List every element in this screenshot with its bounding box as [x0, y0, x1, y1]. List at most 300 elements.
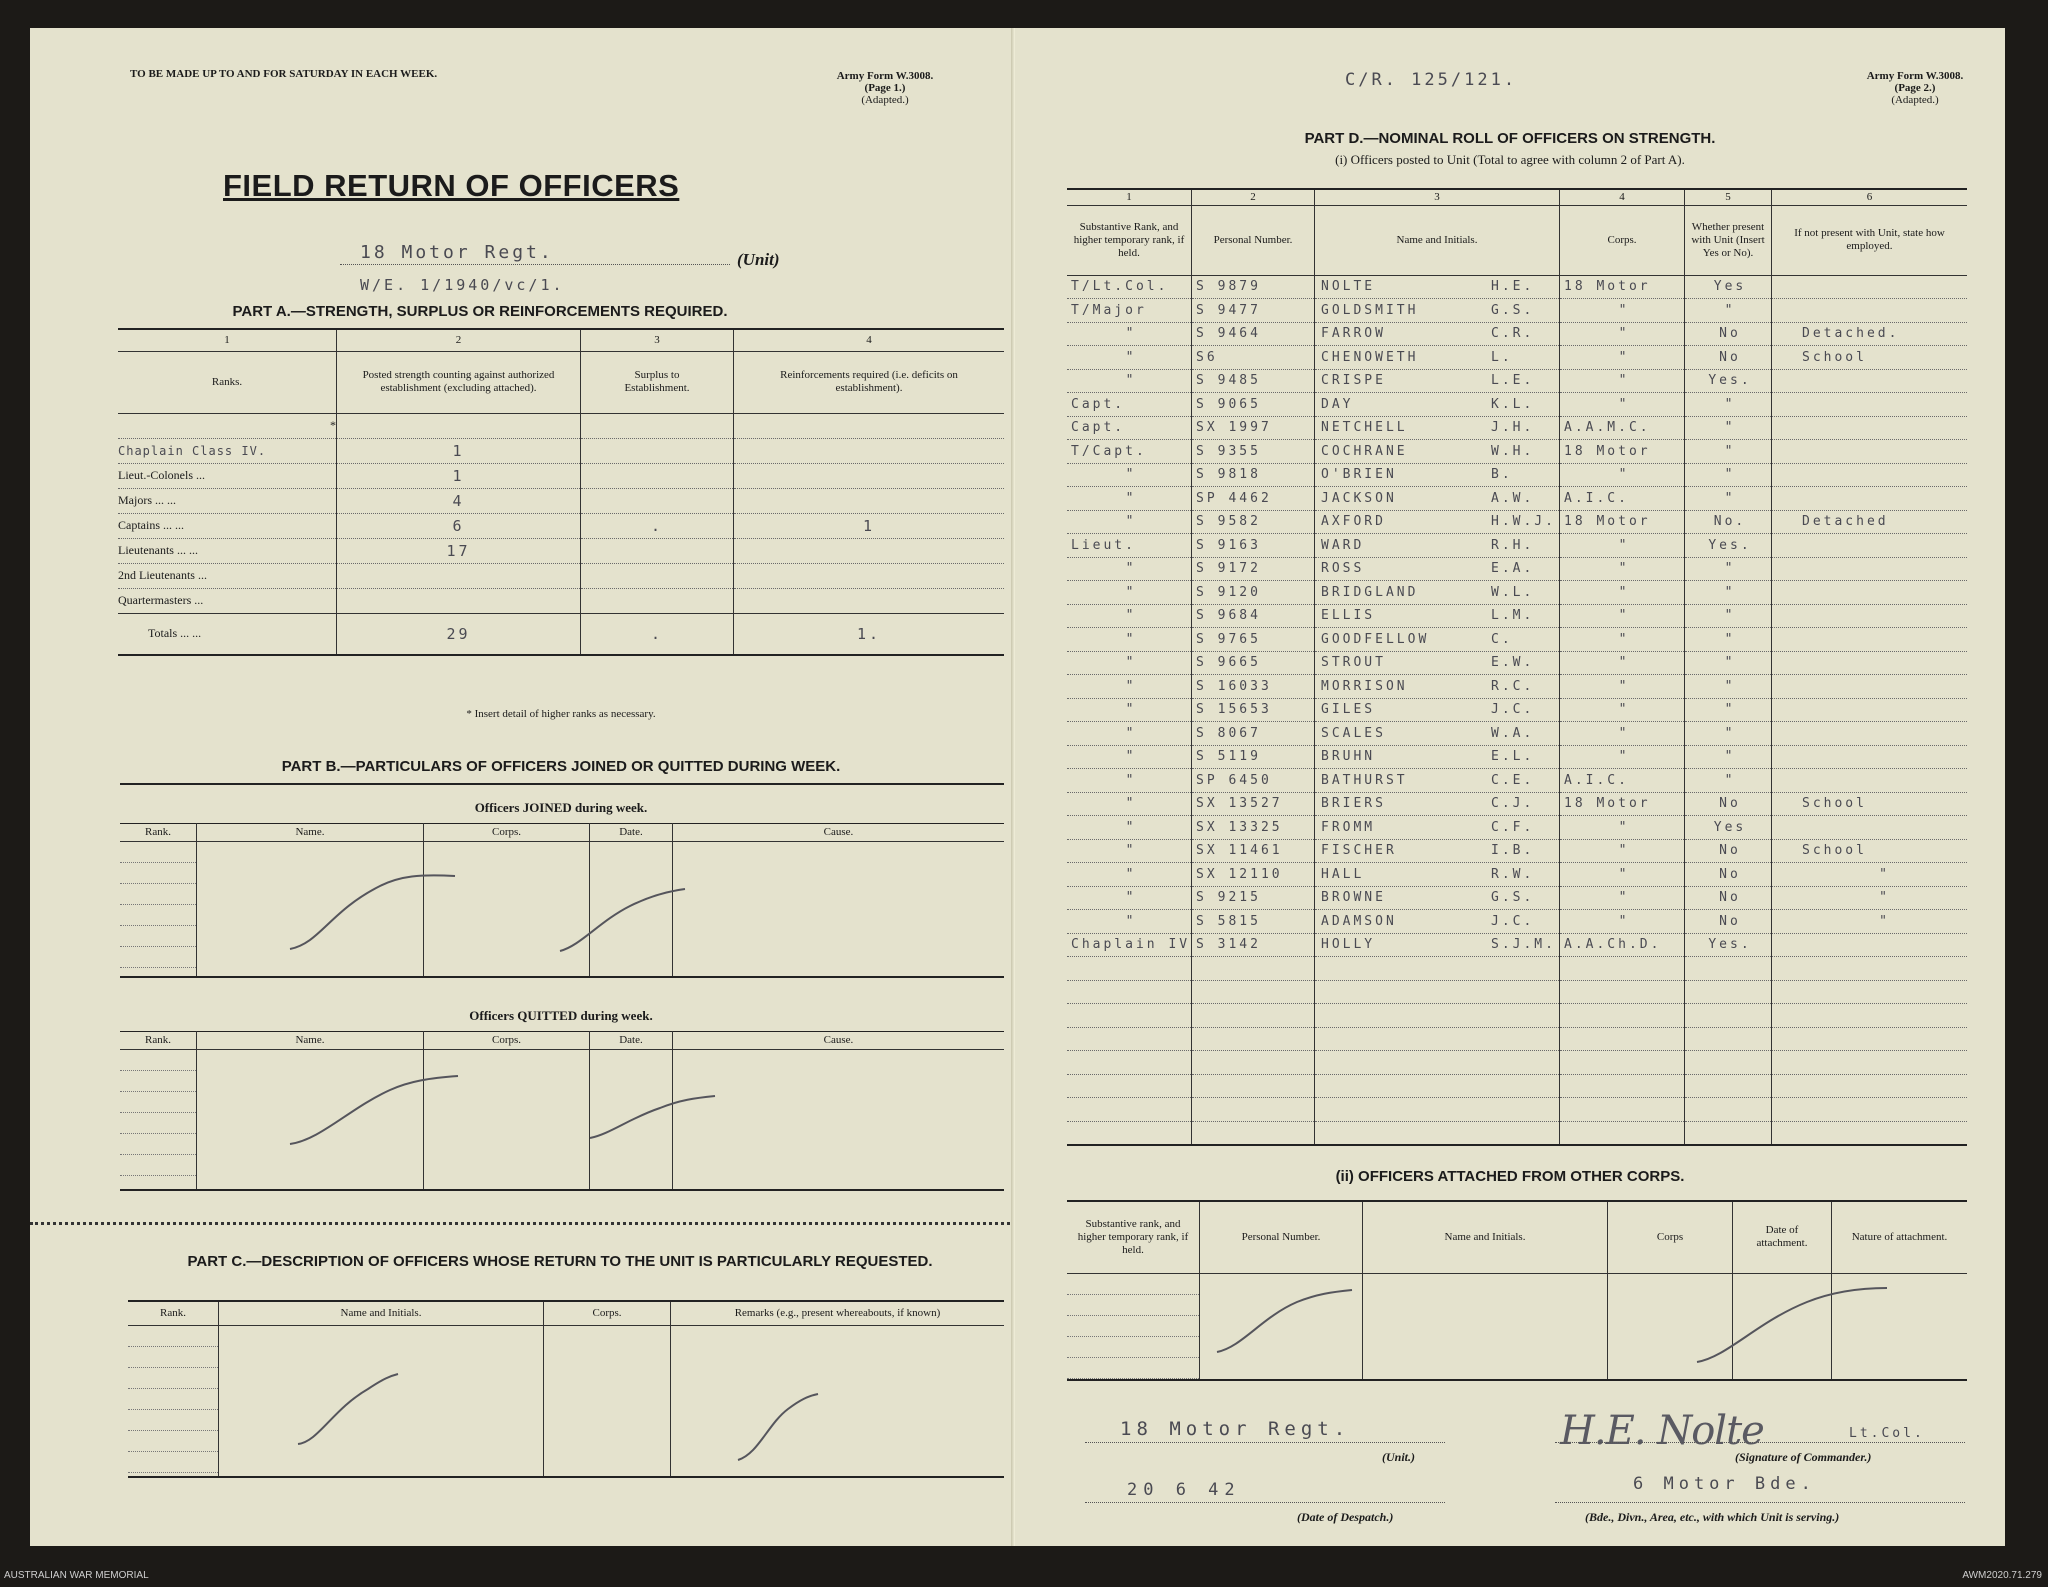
officer-surname: HOLLY — [1321, 937, 1376, 953]
corps-cell: " — [1560, 581, 1685, 605]
rank-cell: " — [1067, 722, 1192, 746]
roll-row — [1067, 910, 1967, 934]
reinforcements-cell — [734, 438, 1005, 463]
reinforcements-cell — [734, 488, 1005, 513]
signature-rank: Lt.Col. — [1849, 1426, 1925, 1441]
rank-cell: 2nd Lieutenants ... — [118, 563, 337, 588]
rank-cell: Lieut. — [1067, 534, 1192, 558]
employment-cell — [1772, 1074, 1968, 1098]
header-corps: Corps. — [424, 824, 590, 842]
roll-row — [1067, 839, 1967, 863]
name-cell — [1315, 769, 1560, 793]
personal-number-cell: S 9464 — [1192, 322, 1315, 346]
col-number: 4 — [1560, 189, 1685, 205]
present-cell: " — [1685, 557, 1772, 581]
blank-strike-mark — [120, 1048, 1004, 1188]
corps-cell: " — [1560, 557, 1685, 581]
posted-cell: 4 — [337, 488, 581, 513]
officer-surname: CHENOWETH — [1321, 349, 1419, 365]
officer-surname: BROWNE — [1321, 890, 1386, 906]
strength-row — [118, 563, 1004, 588]
present-cell — [1685, 1004, 1772, 1028]
name-cell — [1315, 816, 1560, 840]
officer-surname: CRISPE — [1321, 373, 1386, 389]
name-cell — [1315, 1004, 1560, 1028]
personal-number-cell: S6 — [1192, 346, 1315, 370]
rank-cell: " — [1067, 816, 1192, 840]
corps-cell — [1560, 1051, 1685, 1075]
name-cell — [1315, 698, 1560, 722]
name-cell — [1315, 1121, 1560, 1145]
employment-cell — [1772, 299, 1968, 323]
totals-surplus: . — [581, 613, 734, 655]
officer-initials: K.L. — [1491, 396, 1535, 412]
officer-initials: W.A. — [1491, 725, 1535, 741]
surplus-cell — [581, 563, 734, 588]
officer-initials: C.R. — [1491, 326, 1535, 342]
officer-surname: ADAMSON — [1321, 913, 1397, 929]
header-cause: Cause. — [823, 826, 854, 838]
surplus-cell — [581, 413, 734, 438]
army-form-label — [1845, 70, 1985, 106]
rank-cell: Capt. — [1067, 416, 1192, 440]
officer-initials: B. — [1491, 467, 1513, 483]
roll-row — [1067, 957, 1967, 981]
signature-label: (Signature of Commander.) — [1735, 1450, 1872, 1464]
totals-reinforcements: 1. — [856, 624, 882, 643]
rank-cell: " — [1067, 886, 1192, 910]
name-cell — [1315, 557, 1560, 581]
col-number: 3 — [581, 329, 734, 351]
rank-cell: " — [1067, 628, 1192, 652]
present-cell: No — [1685, 886, 1772, 910]
employment-cell — [1772, 1027, 1968, 1051]
employment-cell: School — [1772, 792, 1968, 816]
roll-row — [1067, 1027, 1967, 1051]
name-cell — [1315, 299, 1560, 323]
header-corps: Corps. — [424, 1032, 590, 1050]
officer-surname: GOLDSMITH — [1321, 302, 1419, 318]
officer-initials: R.H. — [1491, 537, 1535, 553]
strength-row — [118, 538, 1004, 563]
header-name-initials: Name and Initials. — [1363, 1201, 1608, 1273]
roll-row — [1067, 1074, 1967, 1098]
rank-cell: Lieutenants ... ... — [118, 538, 337, 563]
rank-cell — [1067, 1098, 1192, 1122]
rank-cell: " — [1067, 322, 1192, 346]
name-cell — [1315, 1051, 1560, 1075]
posted-cell — [337, 588, 581, 613]
present-cell: " — [1685, 698, 1772, 722]
personal-number-cell: S 9879 — [1192, 275, 1315, 299]
header-present: Whether present with Unit (Insert Yes or No). — [1685, 205, 1772, 275]
name-cell — [1315, 346, 1560, 370]
employment-cell — [1772, 957, 1968, 981]
formation-label: (Bde., Divn., Area, etc., with which Unit is serving.) — [1585, 1510, 1840, 1524]
roll-row — [1067, 416, 1967, 440]
employment-cell: Detached. — [1772, 322, 1968, 346]
present-cell: No — [1685, 792, 1772, 816]
roll-row — [1067, 886, 1967, 910]
posted-cell: 17 — [337, 538, 581, 563]
personal-number-cell: S 9818 — [1192, 463, 1315, 487]
header-name-initials: Name and Initials. — [219, 1301, 544, 1325]
rank-cell: " — [1067, 581, 1192, 605]
officer-initials: J.H. — [1491, 420, 1535, 436]
present-cell: " — [1685, 675, 1772, 699]
name-cell — [1315, 1074, 1560, 1098]
officer-surname: AXFORD — [1321, 514, 1386, 530]
header-corps: Corps. — [544, 1301, 671, 1325]
rank-cell: " — [1067, 463, 1192, 487]
perforation-line — [30, 1222, 1015, 1225]
personal-number-cell: S 9065 — [1192, 393, 1315, 417]
corps-cell: " — [1560, 463, 1685, 487]
rank-cell: " — [1067, 651, 1192, 675]
reinforcements-cell — [734, 413, 1005, 438]
employment-cell — [1772, 393, 1968, 417]
present-cell: No — [1685, 839, 1772, 863]
header-nature-attachment: Nature of attachment. — [1851, 1230, 1948, 1243]
present-cell: " — [1685, 487, 1772, 511]
rank-cell: Chaplain IV — [1067, 933, 1192, 957]
personal-number-cell: S 9582 — [1192, 510, 1315, 534]
present-cell: No — [1685, 910, 1772, 934]
col-number: 2 — [1192, 189, 1315, 205]
personal-number-cell: S 5815 — [1192, 910, 1315, 934]
officer-initials: E.W. — [1491, 655, 1535, 671]
signature-line — [1555, 1442, 1965, 1443]
header-rank: Rank. — [120, 824, 197, 842]
corps-cell: " — [1560, 698, 1685, 722]
header-posted-strength: Posted strength counting against authorized establishment (excluding attached). — [337, 351, 581, 413]
officer-surname: ELLIS — [1321, 608, 1376, 624]
corps-cell: " — [1560, 745, 1685, 769]
name-cell — [1315, 839, 1560, 863]
officer-surname: NETCHELL — [1321, 420, 1408, 436]
personal-number-cell: S 3142 — [1192, 933, 1315, 957]
corps-cell: " — [1560, 346, 1685, 370]
name-cell — [1315, 863, 1560, 887]
rank-cell: " — [1067, 487, 1192, 511]
corps-cell — [1560, 1098, 1685, 1122]
roll-row — [1067, 651, 1967, 675]
present-cell: " — [1685, 581, 1772, 605]
personal-number-cell: SP 6450 — [1192, 769, 1315, 793]
personal-number-cell: S 15653 — [1192, 698, 1315, 722]
roll-row — [1067, 745, 1967, 769]
present-cell: No — [1685, 322, 1772, 346]
officer-initials: J.C. — [1491, 702, 1535, 718]
name-cell — [1315, 745, 1560, 769]
employment-cell: School — [1772, 346, 1968, 370]
corps-cell: 18 Motor — [1560, 510, 1685, 534]
attached-title: (ii) OFFICERS ATTACHED FROM OTHER CORPS. — [1335, 1168, 1685, 1185]
name-cell — [1315, 651, 1560, 675]
despatch-date: 20 6 42 — [1127, 1480, 1241, 1500]
personal-number-cell: S 16033 — [1192, 675, 1315, 699]
header-name-initials: Name and Initials. — [1315, 205, 1560, 275]
rank-cell: " — [1067, 698, 1192, 722]
army-form-label — [820, 70, 950, 106]
posted-cell — [337, 413, 581, 438]
personal-number-cell: S 9163 — [1192, 534, 1315, 558]
personal-number-cell: S 9172 — [1192, 557, 1315, 581]
header-rank: Rank. — [120, 1032, 197, 1050]
employment-cell — [1772, 980, 1968, 1004]
officer-initials: H.W.J. — [1491, 514, 1556, 530]
roll-row — [1067, 1004, 1967, 1028]
name-cell — [1315, 886, 1560, 910]
page-title: FIELD RETURN OF OFFICERS — [223, 168, 680, 203]
rank-cell: " — [1067, 369, 1192, 393]
reinforcements-cell — [734, 463, 1005, 488]
header-name: Name. — [197, 824, 424, 842]
officer-surname: MORRISON — [1321, 678, 1408, 694]
roll-row — [1067, 463, 1967, 487]
personal-number-cell: S 9665 — [1192, 651, 1315, 675]
corps-cell — [1560, 1027, 1685, 1051]
rank-cell — [1067, 1121, 1192, 1145]
personal-number-cell: SP 4462 — [1192, 487, 1315, 511]
header-cause: Cause. — [823, 1034, 854, 1046]
personal-number-cell: SX 13527 — [1192, 792, 1315, 816]
week-ending: W/E. 1/1940/vc/1. — [360, 276, 565, 294]
officer-initials: E.A. — [1491, 561, 1535, 577]
army-form-number: Army Form W.3008. — [1866, 70, 1964, 82]
rank-cell: " — [1067, 675, 1192, 699]
present-cell — [1685, 980, 1772, 1004]
commander-signature: H.E. Nolte — [1560, 1408, 1764, 1454]
present-cell: No. — [1685, 510, 1772, 534]
unit-label: (Unit) — [737, 250, 780, 269]
personal-number-cell — [1192, 1004, 1315, 1028]
rank-cell: " — [1067, 604, 1192, 628]
officer-surname: STROUT — [1321, 655, 1386, 671]
reinforcements-cell — [734, 538, 1005, 563]
officer-initials: L. — [1491, 349, 1513, 365]
rank-cell: T/Capt. — [1067, 440, 1192, 464]
header-corps: Corps — [1608, 1201, 1733, 1273]
employment-cell — [1772, 416, 1968, 440]
officer-initials: W.H. — [1491, 443, 1535, 459]
rank-cell: " — [1067, 839, 1192, 863]
rank-cell: " — [1067, 769, 1192, 793]
corps-cell: A.I.C. — [1560, 487, 1685, 511]
officer-surname: BATHURST — [1321, 772, 1408, 788]
strength-row — [118, 438, 1004, 463]
roll-row — [1067, 1051, 1967, 1075]
name-cell — [1315, 534, 1560, 558]
officer-initials: C.F. — [1491, 819, 1535, 835]
officer-initials: S.J.M. — [1491, 937, 1556, 953]
personal-number-cell: S 9485 — [1192, 369, 1315, 393]
corps-cell — [1560, 1004, 1685, 1028]
name-cell — [1315, 722, 1560, 746]
left-page — [30, 28, 1015, 1546]
officer-initials: G.S. — [1491, 302, 1535, 318]
totals-posted: 29 — [337, 613, 581, 655]
officer-initials: E.L. — [1491, 749, 1535, 765]
corps-cell: " — [1560, 393, 1685, 417]
col-number: 1 — [1067, 189, 1192, 205]
header-date: Date. — [590, 1032, 673, 1050]
officer-surname: GOODFELLOW — [1321, 631, 1430, 647]
officer-surname: GILES — [1321, 702, 1376, 718]
roll-row — [1067, 698, 1967, 722]
blank-strike-mark — [128, 1324, 1004, 1474]
rank-cell: " — [1067, 557, 1192, 581]
corps-cell: " — [1560, 839, 1685, 863]
blank-strike-mark — [120, 841, 1004, 981]
corps-cell: A.A.Ch.D. — [1560, 933, 1685, 957]
roll-row — [1067, 510, 1967, 534]
corps-cell: " — [1560, 675, 1685, 699]
corps-cell: " — [1560, 628, 1685, 652]
header-surplus: Surplus to Establishment. — [581, 351, 734, 413]
personal-number-cell: SX 13325 — [1192, 816, 1315, 840]
strength-row — [118, 588, 1004, 613]
surplus-cell — [581, 488, 734, 513]
corps-cell — [1560, 1074, 1685, 1098]
rank-cell: " — [1067, 745, 1192, 769]
rank-cell — [1067, 1004, 1192, 1028]
corps-cell: " — [1560, 534, 1685, 558]
adapted-note: (Adapted.) — [861, 94, 909, 106]
rank-cell: T/Lt.Col. — [1067, 275, 1192, 299]
page-number: (Page 1.) — [864, 82, 906, 94]
employment-cell — [1772, 487, 1968, 511]
rank-cell: " — [1067, 510, 1192, 534]
roll-row — [1067, 792, 1967, 816]
corps-cell — [1560, 957, 1685, 981]
header-corps: Corps. — [1560, 205, 1685, 275]
part-b-title: PART B.—PARTICULARS OF OFFICERS JOINED OR QUITTED DURING WEEK. — [281, 758, 841, 775]
officer-surname: SCALES — [1321, 725, 1386, 741]
rank-cell: " — [1067, 910, 1192, 934]
employment-cell: " — [1772, 910, 1968, 934]
formation-line — [1555, 1502, 1965, 1503]
officer-surname: NOLTE — [1321, 279, 1376, 295]
name-cell — [1315, 440, 1560, 464]
roll-row — [1067, 299, 1967, 323]
rank-cell: " — [1067, 346, 1192, 370]
unit-value: 18 Motor Regt. — [1120, 1418, 1351, 1440]
officer-initials: R.C. — [1491, 678, 1535, 694]
personal-number-cell: S 9477 — [1192, 299, 1315, 323]
officer-surname: JACKSON — [1321, 490, 1397, 506]
name-cell — [1315, 393, 1560, 417]
officer-surname: BRIERS — [1321, 796, 1386, 812]
officer-initials: C. — [1491, 631, 1513, 647]
officer-initials: L.E. — [1491, 373, 1535, 389]
rank-cell: T/Major — [1067, 299, 1192, 323]
surplus-cell — [581, 588, 734, 613]
corps-cell: " — [1560, 816, 1685, 840]
col-number: 3 — [1315, 189, 1560, 205]
posted-cell: 1 — [337, 438, 581, 463]
despatch-label: (Date of Despatch.) — [1297, 1510, 1394, 1524]
name-cell — [1315, 910, 1560, 934]
present-cell: Yes. — [1685, 933, 1772, 957]
present-cell: " — [1685, 440, 1772, 464]
personal-number-cell: S 9215 — [1192, 886, 1315, 910]
roll-row — [1067, 581, 1967, 605]
employment-cell — [1772, 675, 1968, 699]
roll-row — [1067, 628, 1967, 652]
corps-cell: " — [1560, 886, 1685, 910]
unit-label: (Unit.) — [1382, 1450, 1415, 1464]
rank-cell — [1067, 1027, 1192, 1051]
roll-row — [1067, 322, 1967, 346]
employment-cell — [1772, 463, 1968, 487]
employment-cell: " — [1772, 886, 1968, 910]
rank-cell: Chaplain Class IV. — [118, 438, 337, 463]
corps-cell: A.A.M.C. — [1560, 416, 1685, 440]
employment-cell: Detached — [1772, 510, 1968, 534]
personal-number-cell — [1192, 1027, 1315, 1051]
totals-label: Totals ... ... — [118, 613, 337, 655]
strength-row — [118, 488, 1004, 513]
personal-number-cell: S 9355 — [1192, 440, 1315, 464]
roll-row — [1067, 1121, 1967, 1145]
roll-row — [1067, 393, 1967, 417]
rank-cell — [1067, 1074, 1192, 1098]
present-cell: " — [1685, 463, 1772, 487]
employment-cell — [1772, 534, 1968, 558]
present-cell: " — [1685, 745, 1772, 769]
name-cell — [1315, 416, 1560, 440]
personal-number-cell — [1192, 1121, 1315, 1145]
roll-row — [1067, 980, 1967, 1004]
personal-number-cell: SX 1997 — [1192, 416, 1315, 440]
personal-number-cell: SX 12110 — [1192, 863, 1315, 887]
col-number: 2 — [337, 329, 581, 351]
blank-strike-mark — [1067, 1272, 1967, 1376]
officer-surname: FISCHER — [1321, 843, 1397, 859]
corps-cell: " — [1560, 369, 1685, 393]
unit-line — [340, 264, 730, 265]
rank-cell: * — [118, 413, 337, 438]
army-form-number: Army Form W.3008. — [836, 70, 934, 82]
top-reference: C/R. 125/121. — [1345, 70, 1518, 90]
name-cell — [1315, 628, 1560, 652]
adapted-note: (Adapted.) — [1891, 94, 1939, 106]
corps-cell: " — [1560, 722, 1685, 746]
employment-cell — [1772, 628, 1968, 652]
present-cell: " — [1685, 651, 1772, 675]
roll-row — [1067, 440, 1967, 464]
corps-cell — [1560, 980, 1685, 1004]
posted-cell: 6 — [337, 513, 581, 538]
personal-number-cell: S 9120 — [1192, 581, 1315, 605]
personal-number-cell — [1192, 980, 1315, 1004]
header-employment: If not present with Unit, state how employed. — [1794, 227, 1945, 252]
surplus-cell — [581, 538, 734, 563]
personal-number-cell: S 9765 — [1192, 628, 1315, 652]
col-number: 5 — [1685, 189, 1772, 205]
roll-row — [1067, 557, 1967, 581]
part-a-title: PART A.—STRENGTH, SURPLUS OR REINFORCEMENTS REQUIRED. — [232, 303, 728, 320]
reinforcements-cell: 1 — [734, 513, 1005, 538]
personal-number-cell: S 8067 — [1192, 722, 1315, 746]
present-cell: " — [1685, 299, 1772, 323]
employment-cell — [1772, 745, 1968, 769]
posted-cell: 1 — [337, 463, 581, 488]
officer-surname: FARROW — [1321, 326, 1386, 342]
officer-initials: I.B. — [1491, 843, 1535, 859]
officer-initials: A.W. — [1491, 490, 1535, 506]
